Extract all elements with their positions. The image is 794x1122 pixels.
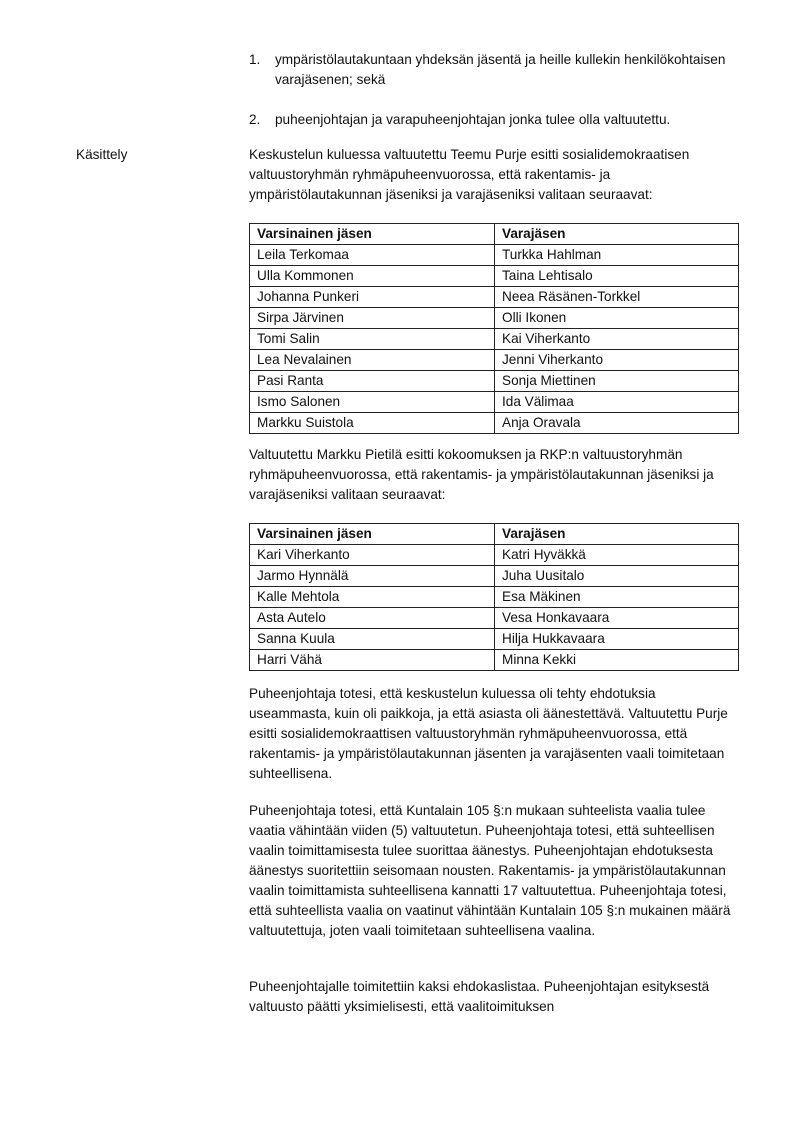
list-number: 1. (249, 52, 261, 67)
member-cell: Sirpa Järvinen (250, 308, 495, 329)
deputy-cell: Taina Lehtisalo (495, 266, 739, 287)
table-row (250, 245, 739, 266)
deputy-cell: Vesa Honkavaara (495, 608, 739, 629)
member-cell: Pasi Ranta (250, 371, 495, 392)
member-cell: Ismo Salonen (250, 392, 495, 413)
column-header: Varsinainen jäsen (250, 224, 495, 245)
member-cell: Johanna Punkeri (250, 287, 495, 308)
deputy-cell: Juha Uusitalo (495, 566, 739, 587)
member-cell: Kari Viherkanto (250, 545, 495, 566)
members-table-2 (249, 523, 739, 671)
table-row (250, 266, 739, 287)
column-header: Varsinainen jäsen (250, 524, 495, 545)
deputy-cell: Anja Oravala (495, 413, 739, 434)
deputy-cell: Minna Kekki (495, 650, 739, 671)
list-number: 2. (249, 112, 261, 127)
table-row (250, 566, 739, 587)
deputy-cell: Turkka Hahlman (495, 245, 739, 266)
list-text: puheenjohtajan ja varapuheenjohtajan jonka tulee olla valtuutettu. (275, 112, 671, 127)
table-row (250, 308, 739, 329)
deputy-cell: Olli Ikonen (495, 308, 739, 329)
table-row (250, 413, 739, 434)
table-row (250, 350, 739, 371)
deputy-cell: Kai Viherkanto (495, 329, 739, 350)
member-cell: Jarmo Hynnälä (250, 566, 495, 587)
member-cell: Sanna Kuula (250, 629, 495, 650)
table-row (250, 587, 739, 608)
table-header-row (250, 224, 739, 245)
member-cell: Harri Vähä (250, 650, 495, 671)
deputy-cell: Sonja Miettinen (495, 371, 739, 392)
table-row (250, 629, 739, 650)
member-cell: Tomi Salin (250, 329, 495, 350)
member-cell: Ulla Kommonen (250, 266, 495, 287)
column-header: Varajäsen (495, 524, 739, 545)
table-row (250, 371, 739, 392)
table-row (250, 608, 739, 629)
table-row (250, 650, 739, 671)
paragraph-vote-proposal: Puheenjohtaja totesi, että keskustelun kuluessa oli tehty ehdotuksia useammasta, kuin oli paikkoja, ja että asiasta oli äänestettävä. Valtuutettu Purje esitti sosialidemokraattisen valtuustoryhmän ryhmäpuheenvuorossa, että rakentamis- ja ympäristölautakunnan jäsenten ja varajäsenten vaali toimitetaan suhteellisena. (249, 686, 728, 781)
paragraph-vote-result: Puheenjohtaja totesi, että Kuntalain 105 §:n mukaan suhteelista vaalia tulee vaatia vähintään viiden (5) valtuutetun. Puheenjohtaja totesi, että suhteellisen vaalin toimittamisesta tulee suorittaa äänestys. Puheenjohtajan ehdotuksesta äänestys suoritettiin seisomaan nousten. Rakentamis- ja ympäristölautakunnan vaalin toimittamista suhteellisena kannatti 17 valtuutettua. Puheenjohtaja totesi, että suhteellista vaalia on vaatinut vähintään Kuntalain 105 §:n mukainen määrä valtuutettuja, joten vaali toimitetaan suhteellisena vaalina. (249, 803, 731, 938)
member-cell: Leila Terkomaa (250, 245, 495, 266)
column-header: Varajäsen (495, 224, 739, 245)
list-text: ympäristölautakuntaan yhdeksän jäsentä ja heille kullekin henkilökohtaisen varajäsenen; sekä (275, 52, 726, 87)
deputy-cell: Neea Räsänen-Torkkel (495, 287, 739, 308)
deputy-cell: Jenni Viherkanto (495, 350, 739, 371)
table-row (250, 329, 739, 350)
deputy-cell: Ida Välimaa (495, 392, 739, 413)
paragraph-proposal-2: Valtuutettu Markku Pietilä esitti kokoomuksen ja RKP:n valtuustoryhmän ryhmäpuheenvuorossa, että rakentamis- ja ympäristölautakunnan jäseniksi ja varajäseniksi valitaan seuraavat: (249, 447, 714, 502)
paragraph-proposal-1: Keskustelun kuluessa valtuutettu Teemu Purje esitti sosialidemokraatisen valtuustoryhmän ryhmäpuheenvuorossa, että rakentamis- ja ympäristölautakunnan jäseniksi ja varajäseniksi valitaan seuraavat: (249, 147, 690, 202)
members-table-1 (249, 223, 739, 434)
member-cell: Markku Suistola (250, 413, 495, 434)
table-header-row (250, 524, 739, 545)
deputy-cell: Hilja Hukkavaara (495, 629, 739, 650)
table-row (250, 392, 739, 413)
member-cell: Asta Autelo (250, 608, 495, 629)
table-row (250, 545, 739, 566)
member-cell: Kalle Mehtola (250, 587, 495, 608)
deputy-cell: Esa Mäkinen (495, 587, 739, 608)
table-row (250, 287, 739, 308)
section-label: Käsittely (76, 147, 128, 162)
deputy-cell: Katri Hyväkkä (495, 545, 739, 566)
paragraph-candidate-lists: Puheenjohtajalle toimitettiin kaksi ehdokaslistaa. Puheenjohtajan esityksestä valtuusto päätti yksimielisesti, että vaalitoimituksen (249, 979, 710, 1014)
member-cell: Lea Nevalainen (250, 350, 495, 371)
